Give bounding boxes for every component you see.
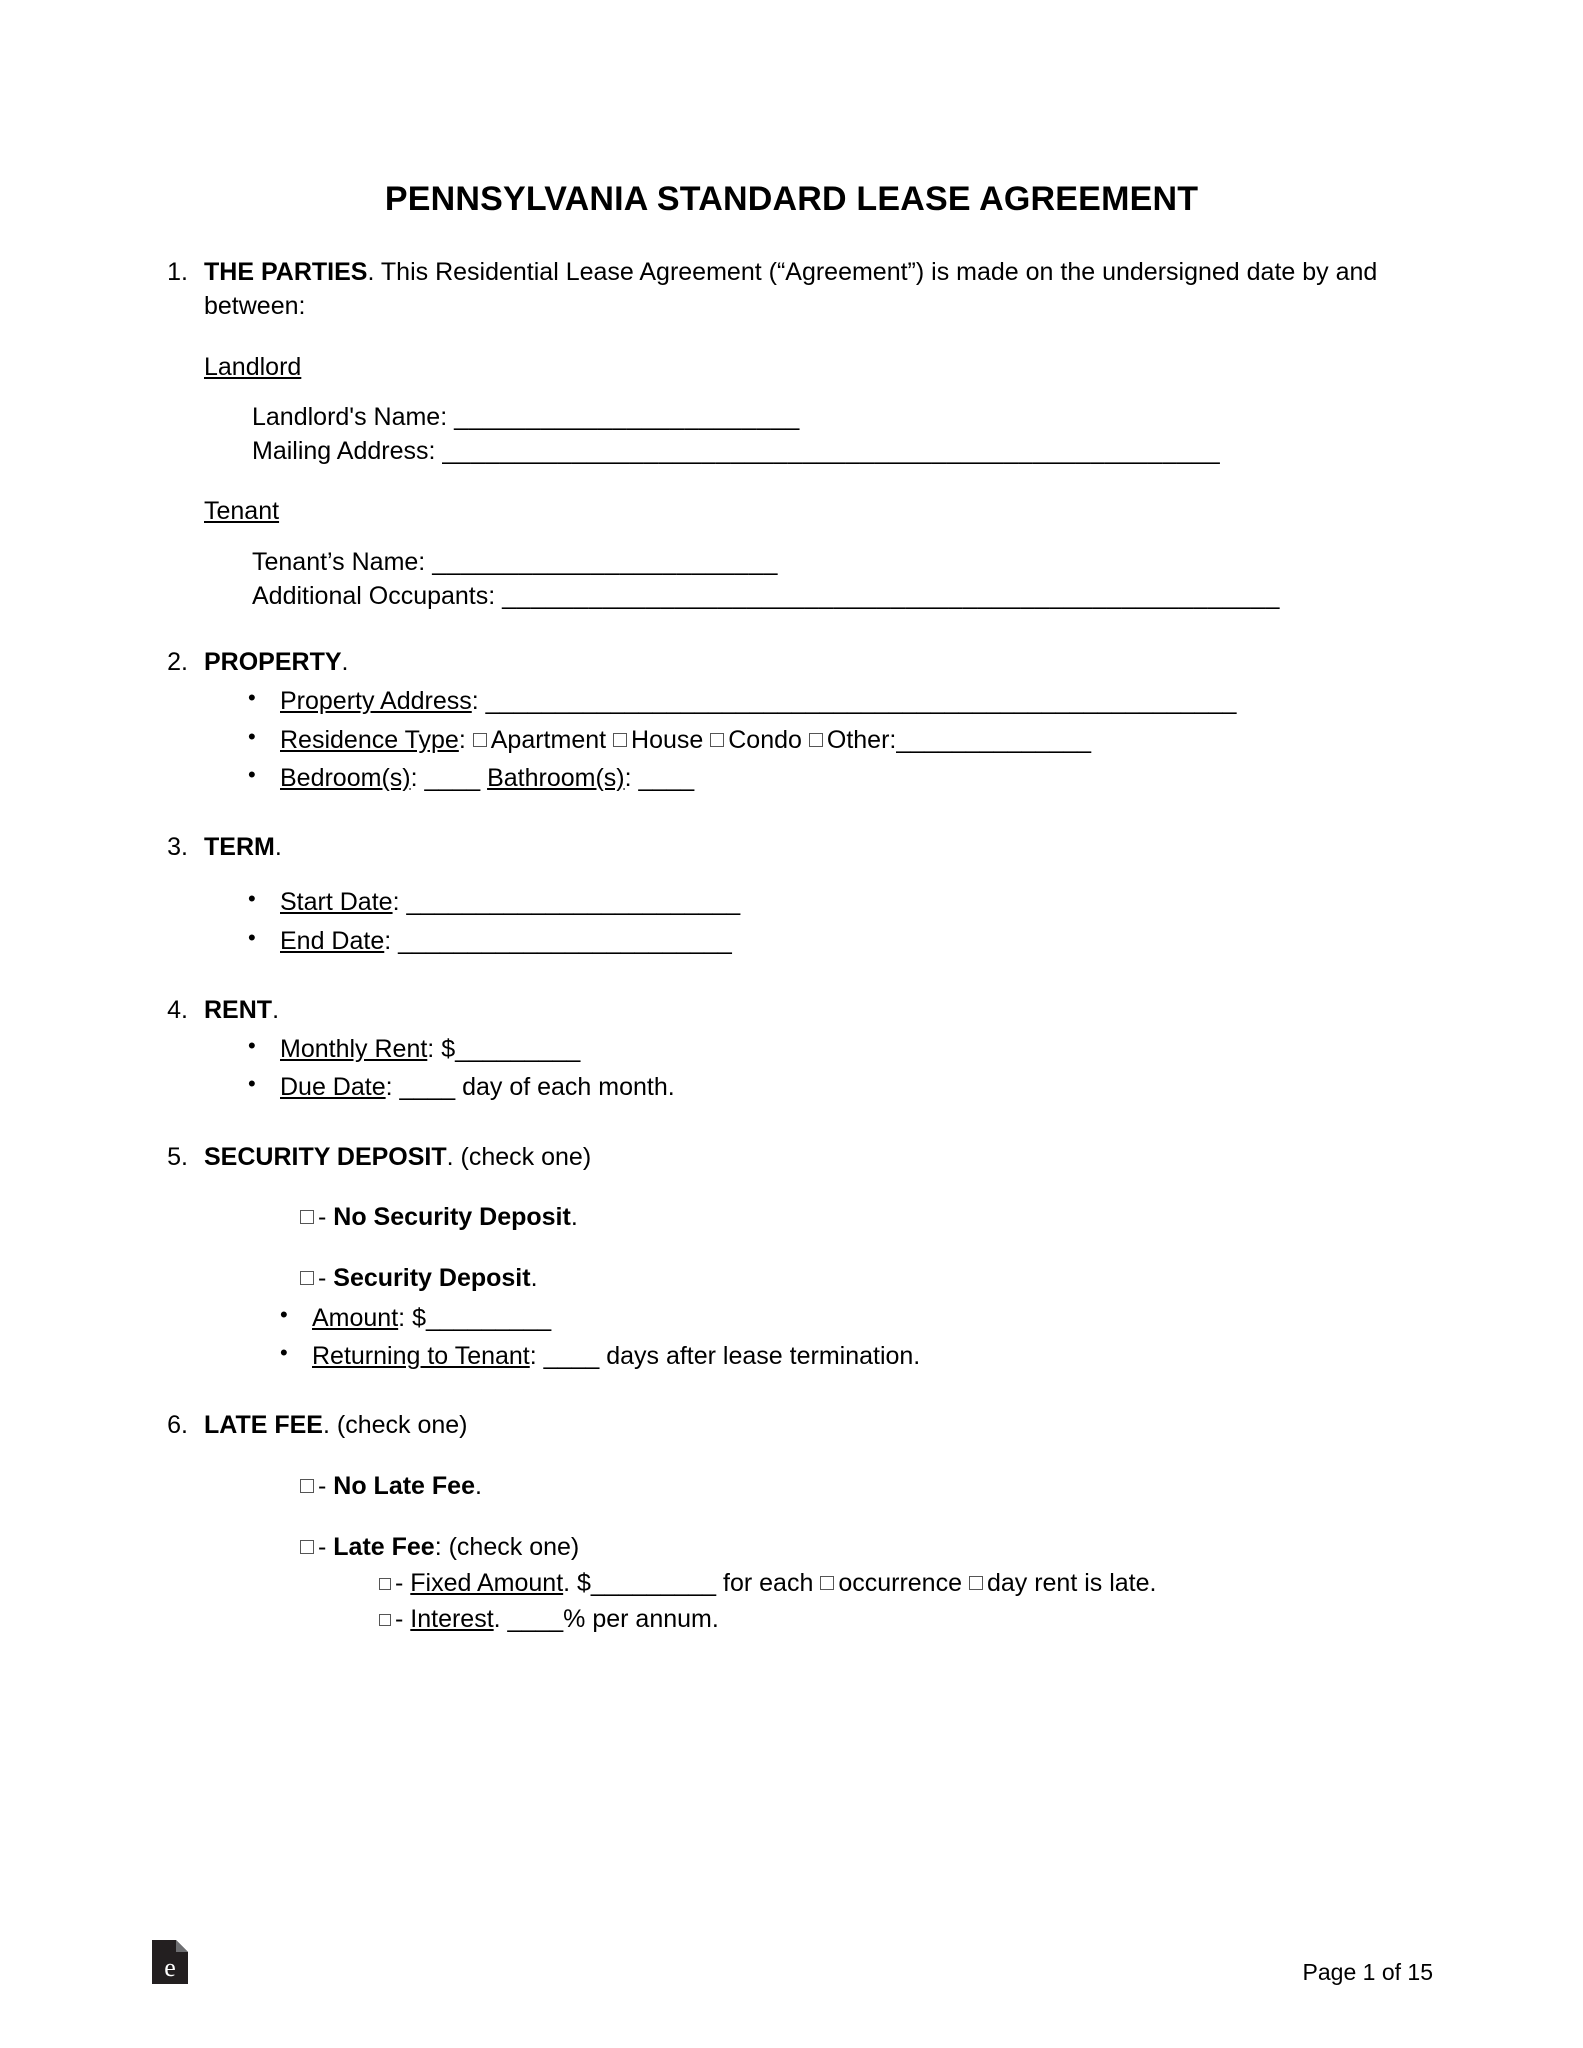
checkbox-day-rent-is-late[interactable]	[969, 1576, 983, 1590]
option-label: No Late Fee	[333, 1471, 475, 1500]
returning-label: Returning to Tenant	[312, 1342, 530, 1370]
section-heading: LATE FEE	[204, 1411, 323, 1440]
end-date-label: End Date	[280, 926, 385, 955]
list-item-due-date	[204, 1069, 1433, 1105]
security-deposit-sub-list	[204, 1300, 1433, 1375]
section-property	[150, 645, 1433, 798]
section-late-fee	[150, 1408, 1433, 1637]
checkbox-no-security-deposit[interactable]	[300, 1210, 314, 1224]
option-interest	[379, 1601, 1433, 1637]
option-tail: .	[530, 1263, 538, 1292]
list-item-deposit-amount	[204, 1300, 1433, 1336]
svg-text:e: e	[164, 1953, 176, 1982]
residence-option-other: Other:	[826, 725, 897, 754]
rent-item-list	[204, 1031, 1433, 1106]
option-no-security-deposit	[300, 1200, 1433, 1235]
checkbox-occurrence[interactable]	[820, 1576, 834, 1590]
section-text: .	[274, 833, 282, 861]
fixed-amount-label: Fixed Amount	[410, 1568, 564, 1597]
tenant-name-label: Tenant’s Name:	[252, 547, 426, 576]
additional-occupants-blank[interactable]: ______________________________________________________	[502, 581, 1280, 610]
checkbox-condo[interactable]	[710, 733, 724, 747]
fixed-option-day-rent-late: day rent is late.	[986, 1568, 1157, 1597]
section-body	[204, 993, 1433, 1108]
option-dash: -	[318, 1263, 334, 1292]
tenant-name-blank[interactable]: ________________________	[432, 547, 778, 576]
fixed-option-occurrence: occurrence	[838, 1568, 962, 1597]
bathrooms-label: Bathroom(s)	[487, 763, 625, 792]
due-date-blank[interactable]: : ____ day of each month.	[385, 1073, 675, 1102]
landlord-name-row	[252, 400, 1433, 434]
section-text: . (check one)	[322, 1411, 468, 1440]
term-item-list	[204, 884, 1433, 959]
section-heading: SECURITY DEPOSIT	[204, 1142, 447, 1171]
section-security-deposit	[150, 1140, 1433, 1377]
property-address-label: Property Address	[280, 687, 472, 716]
section-number: 6.	[167, 1411, 188, 1440]
section-rent	[150, 993, 1433, 1108]
section-body	[204, 1140, 1433, 1377]
section-text: . (check one)	[446, 1142, 592, 1171]
list-item-end-date	[204, 923, 1433, 959]
residence-option-apartment: Apartment	[490, 725, 607, 754]
checkbox-fixed-amount[interactable]	[379, 1578, 391, 1590]
deposit-amount-label: Amount	[312, 1303, 399, 1332]
section-heading: THE PARTIES	[204, 258, 368, 286]
section-body	[204, 255, 1433, 613]
option-label: Security Deposit	[333, 1263, 531, 1292]
section-heading: TERM	[204, 833, 275, 861]
landlord-subheading: Landlord	[204, 352, 302, 381]
bedrooms-blank[interactable]: : ____	[410, 763, 481, 792]
section-number: 4.	[167, 995, 188, 1024]
bedrooms-label: Bedroom(s)	[280, 763, 411, 792]
tenant-subheading: Tenant	[204, 497, 280, 526]
option-dash: -	[318, 1532, 334, 1561]
additional-occupants-row	[252, 579, 1433, 613]
landlord-name-label: Landlord's Name:	[252, 402, 448, 431]
section-text: .	[272, 995, 280, 1024]
option-dash: -	[318, 1202, 334, 1231]
end-date-blank[interactable]: : ________________________	[384, 926, 732, 955]
checkbox-house[interactable]	[613, 733, 627, 747]
option-label: Late Fee	[333, 1532, 435, 1561]
deposit-amount-blank[interactable]: : $_________	[398, 1303, 552, 1332]
monthly-rent-label: Monthly Rent	[280, 1035, 428, 1063]
option-tail: : (check one)	[434, 1532, 580, 1561]
landlord-name-blank[interactable]: ________________________	[454, 402, 800, 431]
section-number: 3.	[167, 833, 188, 861]
option-dash: -	[395, 1568, 411, 1597]
list-item-residence-type	[204, 722, 1433, 758]
option-dash: -	[318, 1471, 334, 1500]
property-address-blank[interactable]: : ______________________________________________________	[471, 687, 1237, 716]
interest-blank[interactable]: . ____% per annum.	[493, 1604, 719, 1633]
section-body	[204, 1408, 1433, 1637]
section-body	[204, 830, 1433, 961]
section-the-parties	[150, 255, 1433, 613]
checkbox-late-fee[interactable]	[300, 1540, 314, 1554]
start-date-label: Start Date	[280, 888, 393, 917]
interest-label: Interest	[410, 1604, 494, 1633]
option-dash: -	[395, 1604, 411, 1633]
tenant-name-row	[252, 545, 1433, 579]
checkbox-interest[interactable]	[379, 1614, 391, 1626]
mailing-address-row	[252, 434, 1433, 468]
option-no-late-fee	[300, 1469, 1433, 1504]
fixed-amount-blank[interactable]: . $_________	[563, 1568, 717, 1597]
option-label: No Security Deposit	[333, 1202, 571, 1231]
page-title: PENNSYLVANIA STANDARD LEASE AGREEMENT	[384, 180, 1199, 218]
fixed-for-each-text: for each	[716, 1568, 821, 1597]
list-item-property-address	[204, 683, 1433, 719]
list-item-returning-to-tenant	[204, 1338, 1433, 1374]
section-number: 1.	[167, 258, 188, 286]
list-item-bedrooms-bathrooms	[204, 760, 1433, 796]
mailing-address-label: Mailing Address:	[252, 437, 436, 465]
section-heading: PROPERTY	[204, 648, 342, 676]
section-number: 2.	[167, 648, 188, 676]
residence-type-colon: :	[458, 725, 466, 754]
start-date-blank[interactable]: : ________________________	[392, 888, 741, 917]
bathrooms-blank[interactable]: : ____	[624, 763, 695, 792]
list-item-start-date	[204, 884, 1433, 920]
due-date-label: Due Date	[280, 1073, 386, 1102]
section-heading: RENT	[204, 995, 273, 1024]
option-tail: .	[474, 1471, 482, 1500]
checkbox-no-late-fee[interactable]	[300, 1479, 314, 1493]
section-body	[204, 645, 1433, 798]
additional-occupants-label: Additional Occupants:	[252, 581, 496, 610]
checkbox-security-deposit[interactable]	[300, 1271, 314, 1285]
residence-type-label: Residence Type	[280, 725, 459, 754]
list-item-monthly-rent	[204, 1031, 1433, 1067]
checkbox-other[interactable]	[809, 733, 823, 747]
page-footer	[150, 1938, 1433, 1986]
section-text: . This Residential Lease Agreement (“Agreement”) is made on the undersigned date by and between:	[204, 258, 1378, 321]
residence-option-house: House	[631, 725, 704, 754]
page-number: Page 1 of 15	[1302, 1959, 1433, 1985]
residence-other-blank[interactable]: ______________	[896, 725, 1092, 754]
section-number: 5.	[167, 1142, 188, 1171]
section-term	[150, 830, 1433, 961]
option-tail: .	[570, 1202, 578, 1231]
option-security-deposit	[300, 1261, 1433, 1296]
section-text: .	[341, 648, 349, 676]
mailing-address-blank[interactable]: ______________________________________________________	[442, 437, 1221, 465]
property-item-list	[204, 683, 1433, 796]
eforms-logo-icon	[150, 1938, 190, 1986]
option-late-fee	[300, 1530, 1433, 1565]
monthly-rent-blank[interactable]: : $_________	[427, 1035, 581, 1063]
checkbox-apartment[interactable]	[473, 733, 487, 747]
returning-blank[interactable]: : ____ days after lease termination.	[529, 1342, 921, 1370]
residence-option-condo: Condo	[728, 725, 802, 754]
option-fixed-amount	[379, 1565, 1433, 1601]
